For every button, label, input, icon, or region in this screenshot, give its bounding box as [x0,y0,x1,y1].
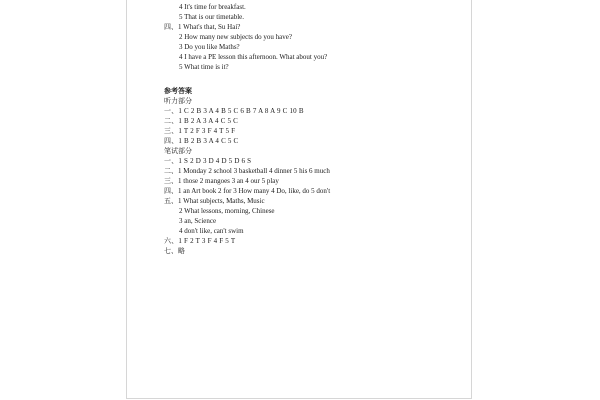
answer-text: 1 C 2 B 3 A 4 B 5 C 6 B 7 A 8 A 9 C 10 B [178,107,304,115]
section-marker: 二、 [164,117,179,125]
line-text: 4 It's time for breakfast. [179,3,246,11]
line-text: 2 How many new subjects do you have? [179,33,292,41]
answer-text: 1 Monday 2 school 3 basketball 4 dinner 5 his 6 much [178,167,330,175]
answer-text: 4 don't like, can't swim [179,227,244,235]
section-marker: 四、 [164,137,179,145]
answer-text: 1 B 2 B 3 A 4 C 5 C [178,137,239,145]
answer-text: 3 an, Science [179,217,217,225]
document-content [164,2,464,256]
text-line [164,206,464,216]
section-marker: 一、 [164,107,179,115]
line-text: 3 Do you like Maths? [179,43,240,51]
listening-title: 听力部分 [164,97,192,105]
text-line [164,226,464,236]
section-marker: 三、 [164,127,179,135]
answer-heading [164,86,464,96]
section-marker: 四、 [164,23,178,31]
line-text: 1 What's that, Su Hai? [178,23,241,31]
section-marker: 七、 [164,247,178,255]
text-line [164,12,464,22]
written-heading [164,146,464,156]
answer-text: 1 those 2 mangoes 3 an 4 our 5 play [178,177,279,185]
text-line [164,32,464,42]
answer-row [164,126,464,136]
section-marker: 五、 [164,197,178,205]
section-marker: 四、 [164,187,178,195]
document-page [126,0,472,399]
section-seven [164,246,464,256]
section-marker: 六、 [164,237,179,245]
answer-row [164,166,464,176]
section-marker: 二、 [164,167,178,175]
section-marker: 一、 [164,157,179,165]
answer-text: 1 B 2 A 3 A 4 C 5 C [178,117,239,125]
line-text: 5 That is our timetable. [179,13,244,21]
answer-row [164,186,464,196]
answer-row [164,176,464,186]
section-five [164,196,464,206]
answer-text: 略 [178,247,185,255]
written-title: 笔试部分 [164,147,192,155]
listening-heading [164,96,464,106]
answer-row [164,106,464,116]
answer-text: 2 What lessons, morning, Chinese [179,207,275,215]
text-line [164,216,464,226]
text-line [164,52,464,62]
answer-title: 参考答案 [164,87,192,95]
answer-row [164,116,464,126]
line-text: 5 What time is it? [179,63,229,71]
answer-text: 1 What subjects, Maths, Music [178,197,265,205]
answer-row [164,136,464,146]
answer-text: 1 an Art book 2 for 3 How many 4 Do, like, do 5 don't [178,187,331,195]
answer-row [164,156,464,166]
section-four [164,22,464,32]
section-marker: 三、 [164,177,178,185]
answer-text: 1 S 2 D 3 D 4 D 5 D 6 S [178,157,252,165]
answer-text: 1 F 2 T 3 F 4 F 5 T [178,237,236,245]
text-line [164,2,464,12]
text-line [164,62,464,72]
section-six [164,236,464,246]
text-line [164,42,464,52]
answer-text: 1 T 2 F 3 F 4 T 5 F [178,127,236,135]
line-text: 4 I have a PE lesson this afternoon. What about you? [179,53,328,61]
